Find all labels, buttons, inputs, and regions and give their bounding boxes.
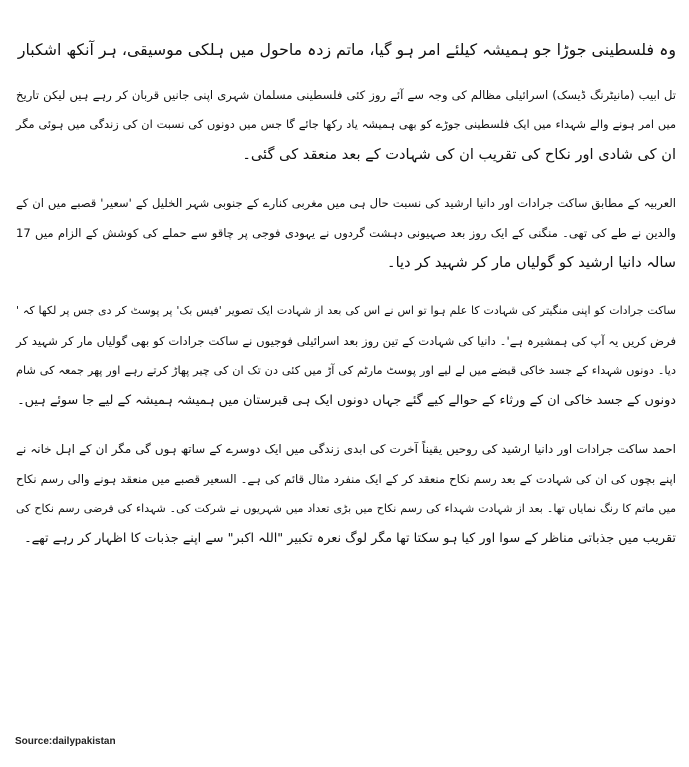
- paragraph-line: تل ابیب (مانیٹرنگ ڈیسک) اسرائیلی مظالم کی وجہ سے آئے روز کئی فلسطینی مسلمان شہری اپنی جانیں قربان کر رہے ہیں لیکن تاریخ: [16, 88, 676, 102]
- article-title: وہ فلسطینی جوڑا جو ہمیشہ کیلئے امر ہو گیا، ماتم زدہ ماحول میں ہلکی موسیقی، ہر آنکھ اشکبار: [17, 40, 676, 59]
- paragraph-line: سالہ دانیا ارشید کو گولیاں مار کر شہید کر دیا۔: [387, 254, 676, 271]
- paragraph-line: فرض کریں یہ آپ کی ہمشیرہ ہے'۔ دانیا کی شہادت کے تین روز بعد اسرائیلی فوجیوں نے ساکت جرادات کو بھی گولیاں مار کر شہید کر: [16, 334, 676, 348]
- paragraph-line: دونوں کے جسد خاکی ان کے ورثاء کے حوالے کیے گئے جہاں دونوں ایک ہی قبرستان میں ہمیشہ ہمیشہ کے لیے جا سوئے ہیں۔: [17, 393, 676, 408]
- paragraph-line: ساکت جرادات کو اپنی منگیتر کی شہادت کا علم ہوا تو اس نے اس کی بعد از شہادت ایک تصویر 'فیس بک' پر پوسٹ کر دی جس پر لکھا کہ ': [16, 304, 676, 317]
- article-paragraph: [16, 80, 676, 170]
- paragraph-line: العربیہ کے مطابق ساکت جرادات اور دانیا ارشید کی نسبت حال ہی میں مغربی کنارے کے جنوبی شہر الخلیل کے 'سعیر' قصبے میں ان کے: [16, 196, 676, 210]
- paragraph-line: اپنے بچوں کی ان کی شہادت کے بعد رسم نکاح منعقد کر کے ایک منفرد مثال قائم کی ہے۔ السعیر قصبے میں منعقد ہونے والی رسم نکاح: [16, 472, 676, 486]
- paragraph-line: تقریب میں جذباتی مناظر کے سوا اور کیا ہو سکتا تھا مگر لوگ نعرہ تکبیر "اللہ اکبر" سے اپنے جذبات کا اظہار کر رہے تھے۔: [24, 531, 676, 546]
- paragraph-line: والدین نے طے کی تھی۔ منگنی کے ایک روز بعد صہیونی دہشت گردوں نے یہودی فوجی پر چاقو سے حملے کی کوشش کے الزام میں 17: [16, 226, 676, 240]
- article-paragraph: [16, 434, 676, 554]
- article-body: [16, 80, 676, 554]
- paragraph-line: میں ماتم کا رنگ نمایاں تھا۔ بعد از شہادت شہداء کی رسم نکاح میں بڑی تعداد میں شہریوں نے شرکت کی۔ شہداء کی فرضی رسم نکاح کی: [16, 502, 676, 515]
- paragraph-line: ان کی شادی اور نکاح کی تقریب ان کی شہادت کے بعد منعقد کی گئی۔: [242, 146, 676, 163]
- paragraph-line: احمد ساکت جرادات اور دانیا ارشید کی روحیں یقیناً آخرت کی ابدی زندگی میں ایک دوسرے کے ساتھ ہوں گی مگر ان کے اہل خانہ نے: [16, 442, 676, 456]
- paragraph-line: میں امر ہونے والے شہداء میں ایک فلسطینی جوڑے کو بھی ہمیشہ یاد رکھا جائے گا جس میں دونوں کی نسبت ان کی زندگی میں ہوئی مگر: [16, 118, 676, 131]
- paragraph-line: دیا۔ دونوں شہداء کے جسد خاکی قبضے میں لے لیے اور پوسٹ مارٹم کی آڑ میں کئی دن تک ان کی چیر پھاڑ کرتے رہے اور پھر جمعہ کی شام: [16, 364, 676, 377]
- source-credit: Source:dailypakistan: [15, 736, 116, 747]
- article-paragraph: [16, 296, 676, 416]
- article: [16, 6, 676, 761]
- article-paragraph: [16, 188, 676, 278]
